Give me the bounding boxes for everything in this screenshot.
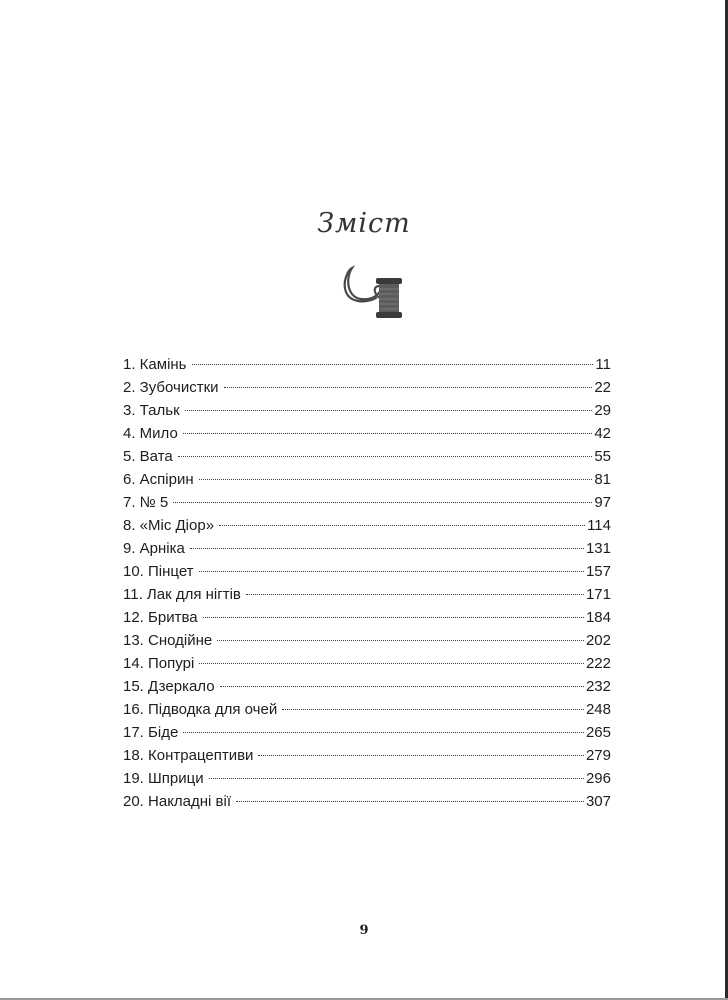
toc-entry-title: 10. Пінцет xyxy=(123,563,194,580)
toc-entry-title: 8. «Міс Діор» xyxy=(123,517,215,534)
dot-leader xyxy=(199,663,584,664)
toc-entry-page: 11 xyxy=(595,356,611,373)
dot-leader xyxy=(199,571,584,572)
toc-entry xyxy=(123,744,611,767)
toc-entry xyxy=(123,353,611,376)
toc-entry-title: 6. Аспірин xyxy=(123,471,194,488)
toc-entry-title: 9. Арніка xyxy=(123,540,185,557)
toc-entry-title: 20. Накладні вії xyxy=(123,793,232,810)
dot-leader xyxy=(192,364,594,365)
toc-entry-page: 265 xyxy=(585,724,611,741)
toc-entry-page: 222 xyxy=(585,655,611,672)
toc-entry-page: 248 xyxy=(585,701,611,718)
toc-entry xyxy=(123,629,611,652)
toc-entry xyxy=(123,537,611,560)
toc-entry-page: 81 xyxy=(594,471,611,488)
thread-spool-icon xyxy=(328,260,408,330)
toc-entry xyxy=(123,606,611,629)
toc-entry-page: 232 xyxy=(585,678,611,695)
dot-leader xyxy=(236,801,584,802)
dot-leader xyxy=(199,479,593,480)
toc-entry xyxy=(123,491,611,514)
toc-entry-page: 42 xyxy=(594,425,611,442)
toc-entry xyxy=(123,399,611,422)
dot-leader xyxy=(183,433,592,434)
toc-entry xyxy=(123,583,611,606)
toc-entry-title: 19. Шприци xyxy=(123,770,204,787)
toc-entry-page: 114 xyxy=(587,517,611,534)
toc-entry xyxy=(123,698,611,721)
toc-entry-page: 29 xyxy=(594,402,611,419)
toc-entry-title: 13. Снодійне xyxy=(123,632,213,649)
toc-entry-title: 16. Підводка для очей xyxy=(123,701,278,718)
contents-heading: Зміст xyxy=(317,208,411,239)
dot-leader xyxy=(178,456,593,457)
toc-entry-title: 14. Попурі xyxy=(123,655,195,672)
dot-leader xyxy=(185,410,593,411)
toc-entry xyxy=(123,790,611,813)
toc-entry xyxy=(123,468,611,491)
toc-entry-page: 131 xyxy=(585,540,611,557)
toc-entry-page: 55 xyxy=(594,448,611,465)
toc-entry xyxy=(123,514,611,537)
toc-entry-title: 15. Дзеркало xyxy=(123,678,215,695)
table-of-contents xyxy=(123,353,611,813)
toc-entry-page: 296 xyxy=(585,770,611,787)
toc-entry xyxy=(123,376,611,399)
toc-entry-page: 184 xyxy=(585,609,611,626)
toc-entry-page: 157 xyxy=(585,563,611,580)
toc-entry-page: 279 xyxy=(585,747,611,764)
toc-entry-title: 11. Лак для нігтів xyxy=(123,586,241,603)
toc-entry-title: 12. Бритва xyxy=(123,609,198,626)
toc-entry xyxy=(123,445,611,468)
page-number: 9 xyxy=(359,923,369,938)
dot-leader xyxy=(173,502,592,503)
toc-entry xyxy=(123,422,611,445)
toc-entry xyxy=(123,767,611,790)
toc-entry-title: 4. Мило xyxy=(123,425,178,442)
toc-entry-title: 1. Камінь xyxy=(123,356,187,373)
toc-entry xyxy=(123,652,611,675)
dot-leader xyxy=(246,594,584,595)
toc-entry xyxy=(123,721,611,744)
toc-entry-title: 17. Біде xyxy=(123,724,179,741)
dot-leader xyxy=(258,755,584,756)
dot-leader xyxy=(282,709,584,710)
toc-entry-title: 2. Зубочистки xyxy=(123,379,219,396)
dot-leader xyxy=(203,617,584,618)
dot-leader xyxy=(219,525,585,526)
toc-entry-title: 18. Контрацептиви xyxy=(123,747,254,764)
dot-leader xyxy=(220,686,584,687)
dot-leader xyxy=(217,640,584,641)
toc-entry-page: 22 xyxy=(594,379,611,396)
dot-leader xyxy=(224,387,593,388)
dot-leader xyxy=(209,778,584,779)
toc-entry-page: 202 xyxy=(585,632,611,649)
dot-leader xyxy=(183,732,584,733)
toc-entry-page: 171 xyxy=(585,586,611,603)
toc-entry-page: 97 xyxy=(594,494,611,511)
toc-entry xyxy=(123,560,611,583)
dot-leader xyxy=(190,548,584,549)
toc-entry-title: 7. № 5 xyxy=(123,494,169,511)
toc-entry xyxy=(123,675,611,698)
toc-entry-title: 3. Тальк xyxy=(123,402,180,419)
toc-entry-title: 5. Вата xyxy=(123,448,173,465)
toc-entry-page: 307 xyxy=(585,793,611,810)
